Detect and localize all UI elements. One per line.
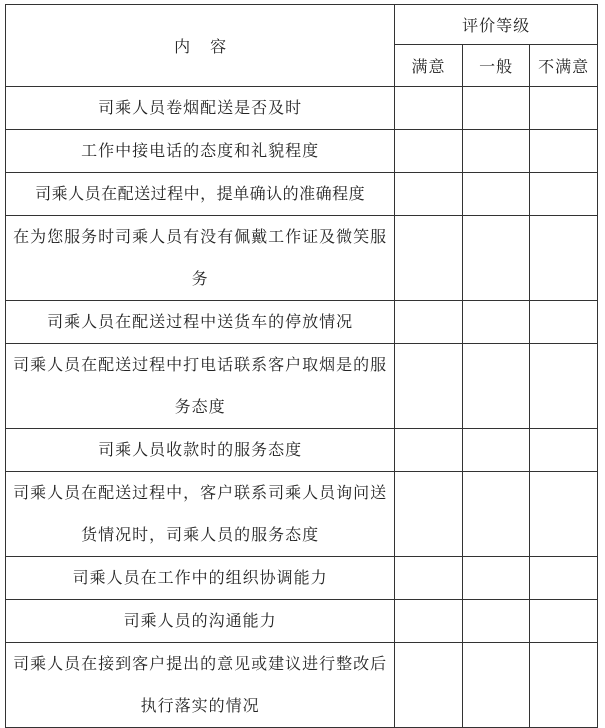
evaluation-item: 司乘人员在配送过程中，提单确认的准确程度: [6, 173, 395, 216]
service-evaluation-table: [5, 4, 598, 728]
evaluation-item: 司乘人员在配送过程中打电话联系客户取烟是的服务态度: [6, 344, 395, 429]
rating-cell-average[interactable]: [462, 472, 530, 557]
rating-cell-satisfied[interactable]: [395, 301, 463, 344]
rating-cell-unsatisfied[interactable]: [530, 429, 598, 472]
header-row: [6, 5, 598, 45]
rating-cell-average[interactable]: [462, 216, 530, 301]
rating-cell-unsatisfied[interactable]: [530, 130, 598, 173]
rating-cell-unsatisfied[interactable]: [530, 600, 598, 643]
rating-header: 评价等级: [395, 5, 598, 45]
evaluation-item: 司乘人员收款时的服务态度: [6, 429, 395, 472]
rating-cell-average[interactable]: [462, 600, 530, 643]
table-row: [6, 472, 598, 557]
rating-cell-unsatisfied[interactable]: [530, 344, 598, 429]
rating-cell-satisfied[interactable]: [395, 600, 463, 643]
rating-cell-average[interactable]: [462, 130, 530, 173]
table-row: [6, 643, 598, 728]
rating-cell-satisfied[interactable]: [395, 130, 463, 173]
rating-cell-unsatisfied[interactable]: [530, 472, 598, 557]
rating-cell-satisfied[interactable]: [395, 344, 463, 429]
rating-cell-satisfied[interactable]: [395, 557, 463, 600]
rating-cell-unsatisfied[interactable]: [530, 216, 598, 301]
rating-cell-average[interactable]: [462, 429, 530, 472]
content-header: 内容: [6, 5, 395, 87]
evaluation-item: 工作中接电话的态度和礼貌程度: [6, 130, 395, 173]
table-row: [6, 130, 598, 173]
rating-cell-satisfied[interactable]: [395, 216, 463, 301]
table-row: [6, 600, 598, 643]
rating-cell-average[interactable]: [462, 557, 530, 600]
table-row: [6, 344, 598, 429]
rating-cell-satisfied[interactable]: [395, 472, 463, 557]
table-row: [6, 301, 598, 344]
rating-cell-unsatisfied[interactable]: [530, 301, 598, 344]
table-row: [6, 87, 598, 130]
rating-satisfied-header: 满意: [395, 45, 463, 87]
evaluation-item: 司乘人员在工作中的组织协调能力: [6, 557, 395, 600]
rating-cell-average[interactable]: [462, 643, 530, 728]
rating-cell-average[interactable]: [462, 344, 530, 429]
table-row: [6, 216, 598, 301]
rating-cell-unsatisfied[interactable]: [530, 173, 598, 216]
evaluation-item: 司乘人员的沟通能力: [6, 600, 395, 643]
table-row: [6, 557, 598, 600]
rating-cell-unsatisfied[interactable]: [530, 87, 598, 130]
evaluation-item: 司乘人员在接到客户提出的意见或建议进行整改后执行落实的情况: [6, 643, 395, 728]
rating-cell-satisfied[interactable]: [395, 173, 463, 216]
evaluation-item: 司乘人员在配送过程中，客户联系司乘人员询问送货情况时，司乘人员的服务态度: [6, 472, 395, 557]
rating-cell-unsatisfied[interactable]: [530, 557, 598, 600]
rating-cell-average[interactable]: [462, 87, 530, 130]
rating-cell-average[interactable]: [462, 173, 530, 216]
rating-cell-satisfied[interactable]: [395, 87, 463, 130]
rating-cell-unsatisfied[interactable]: [530, 643, 598, 728]
rating-cell-satisfied[interactable]: [395, 643, 463, 728]
evaluation-item: 在为您服务时司乘人员有没有佩戴工作证及微笑服务: [6, 216, 395, 301]
table-row: [6, 173, 598, 216]
rating-cell-satisfied[interactable]: [395, 429, 463, 472]
table-row: [6, 429, 598, 472]
evaluation-item: 司乘人员在配送过程中送货车的停放情况: [6, 301, 395, 344]
rating-average-header: 一般: [462, 45, 530, 87]
evaluation-item: 司乘人员卷烟配送是否及时: [6, 87, 395, 130]
rating-cell-average[interactable]: [462, 301, 530, 344]
rating-unsatisfied-header: 不满意: [530, 45, 598, 87]
